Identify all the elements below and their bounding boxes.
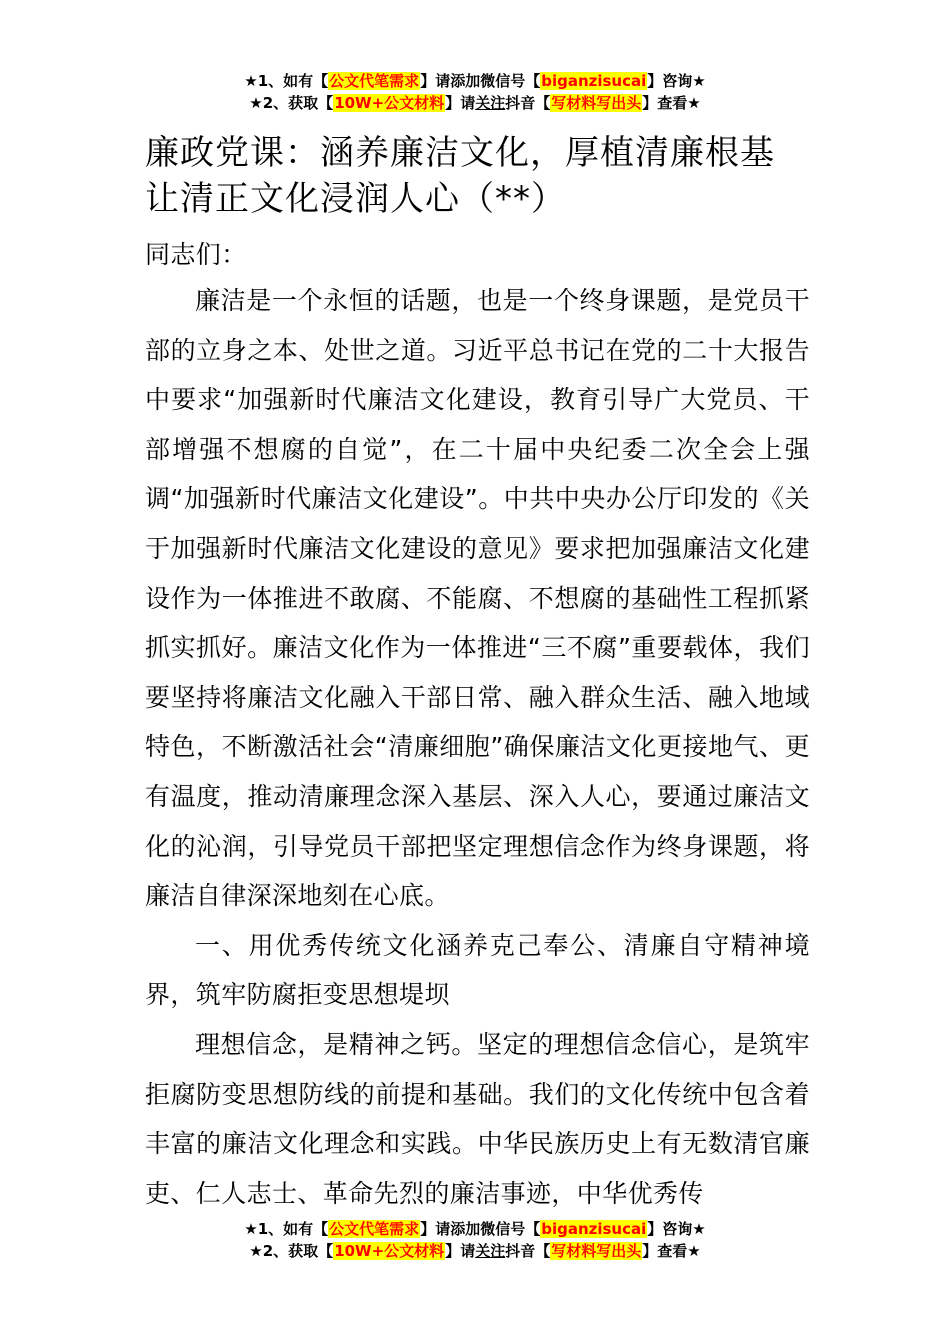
promo-text: 】请添加微信号【 (420, 1220, 541, 1238)
promo-highlight: 公文代笔需求 (329, 72, 420, 90)
promo-wechat-id: biganzisucai (541, 1220, 647, 1238)
promo-line-1 (0, 70, 950, 92)
promo-text: 】咨询★ (647, 1220, 706, 1238)
promo-text: ★1、如有【 (244, 72, 329, 90)
promo-douyin-account: 写材料写出头 (551, 1242, 642, 1260)
body-paragraph: 理想信念，是精神之钙。坚定的理想信念信心，是筑牢拒腐防变思想防线的前提和基础。我们的文化传统中包含着丰富的廉洁文化理念和实践。中华民族历史上有无数清官廉吏、仁人志士、革命先烈的廉洁事迹，中华优秀传 (145, 1029, 810, 1208)
promo-highlight: 公文代笔需求 (329, 1220, 420, 1238)
promo-text: 】咨询★ (647, 72, 706, 90)
body-paragraph: 廉洁是一个永恒的话题，也是一个终身课题，是党员干部的立身之本、处世之道。习近平总书记在党的二十大报告中要求“加强新时代廉洁文化建设，教育引导广大党员、干部增强不想腐的自觉”，在二十届中央纪委二次全会上强调“加强新时代廉洁文化建设”。中共中央办公厅印发的《关于加强新时代廉洁文化建设的意见》要求把加强廉洁文化建设作为一体推进不敢腐、不能腐、不想腐的基础性工程抓紧抓实抓好。廉洁文化作为一体推进“三不腐”重要载体，我们要坚持将廉洁文化融入干部日常、融入群众生活、融入地域特色，不断激活社会“清廉细胞”确保廉洁文化更接地气、更有温度，推动清廉理念深入基层、深入人心，要通过廉洁文化的沁润，引导党员干部把坚定理想信念作为终身课题，将廉洁自律深深地刻在心底。 (145, 286, 810, 911)
promo-banner-bottom (0, 1218, 950, 1262)
promo-text: 】查看★ (642, 94, 701, 112)
promo-line-1 (0, 1218, 950, 1240)
document-title-line-2: 让清正文化浸润人心（**） (145, 179, 566, 219)
promo-text: 】请 (445, 94, 476, 112)
promo-banner-top (0, 70, 950, 114)
promo-wechat-id: biganzisucai (541, 72, 647, 90)
promo-line-2 (0, 1240, 950, 1262)
promo-highlight: 10W+公文材料 (334, 94, 445, 112)
salutation: 同志们： (145, 240, 247, 269)
promo-text: ★2、获取【 (249, 1242, 334, 1260)
section-heading: 一、用优秀传统文化涵养克己奉公、清廉自守精神境界，筑牢防腐拒变思想堤坝 (145, 930, 810, 1010)
promo-highlight: 10W+公文材料 (334, 1242, 445, 1260)
promo-text: 】请添加微信号【 (420, 72, 541, 90)
promo-text: 抖音【 (505, 94, 551, 112)
document-title-line-1: 廉政党课：涵养廉洁文化，厚植清廉根基 (145, 133, 775, 173)
promo-underlined-text: 关注 (475, 1242, 506, 1260)
promo-text: 】查看★ (642, 1242, 701, 1260)
promo-text: 抖音【 (505, 1242, 551, 1260)
promo-text: ★1、如有【 (244, 1220, 329, 1238)
promo-text: ★2、获取【 (249, 94, 334, 112)
promo-douyin-account: 写材料写出头 (551, 94, 642, 112)
document-body (145, 276, 810, 1218)
promo-line-2 (0, 92, 950, 114)
promo-underlined-text: 关注 (475, 94, 506, 112)
promo-text: 】请 (445, 1242, 476, 1260)
